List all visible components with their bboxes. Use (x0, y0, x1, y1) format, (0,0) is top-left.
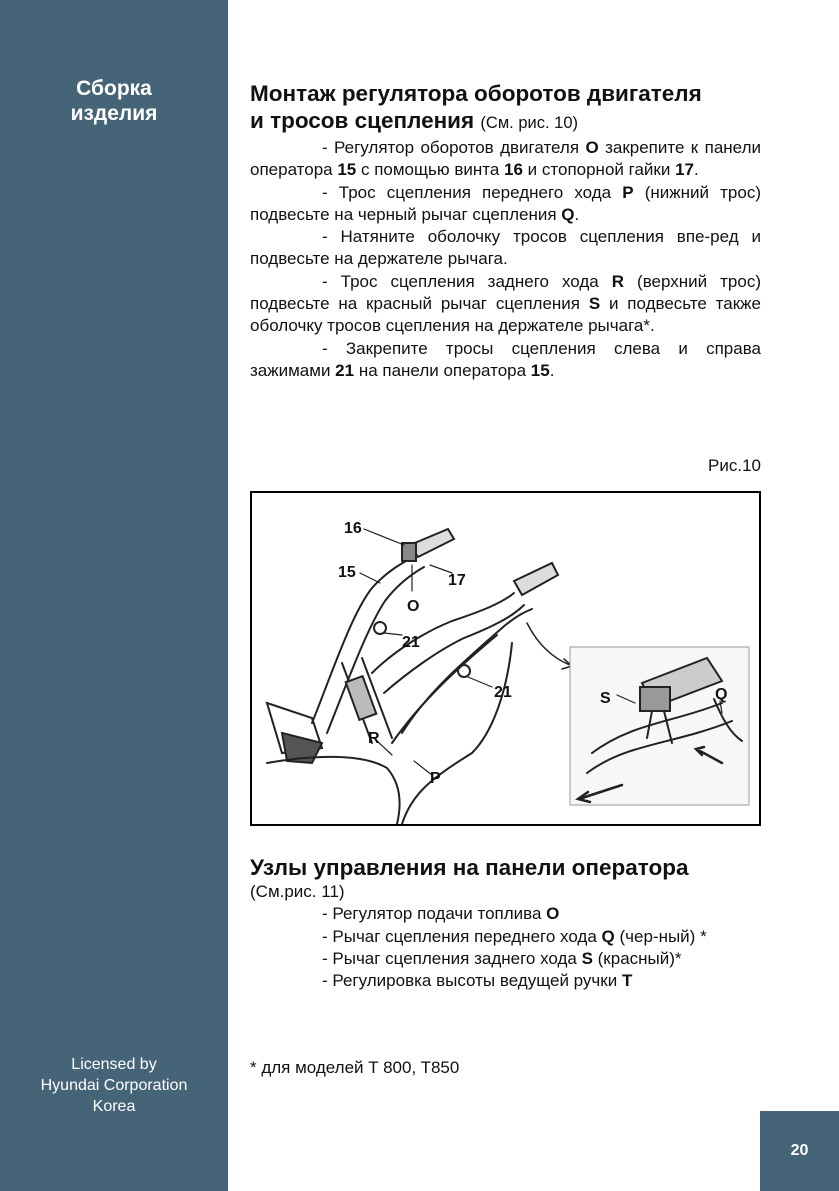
section-controls-heading: Узлы управления на панели оператора (250, 855, 689, 880)
label-R: R (368, 730, 380, 747)
heading-line2: и тросов сцепления (250, 108, 475, 133)
section-controls (250, 854, 761, 992)
paragraph-cable-sheath: - Натяните оболочку тросов сцепления впе-ред и подвесьте на держателе рычага. (250, 227, 761, 269)
section-title-line2: изделия (70, 102, 158, 125)
figure-10-drawing (252, 493, 759, 824)
license-line1: Licensed by (71, 1056, 157, 1073)
label-Q: Q (715, 686, 728, 703)
section-controls-ref: (См.рис. 11) (250, 882, 345, 901)
paragraph-engine-regulator: - Регулятор оборотов двигателя O закрепите к панели оператора 15 с помощью винта 16 и стопорной гайки 17. (250, 138, 761, 180)
page-number: 20 (760, 1111, 839, 1191)
label-21b: 21 (494, 684, 512, 701)
item-fuel-regulator: - Регулятор подачи топлива O (322, 904, 560, 924)
section-title (0, 76, 228, 126)
item-forward-lever: - Рычаг сцепления переднего хода Q (чер-ный) * (322, 926, 707, 946)
license-line3: Korea (92, 1098, 136, 1115)
footnote: * для моделей T 800, T850 (250, 1058, 460, 1077)
label-P: P (430, 770, 441, 787)
paragraph-reverse-cable: - Трос сцепления заднего хода R (верхний трос) подвесьте на красный рычаг сцепления S и подвесьте также оболочку тросов сцепления на держателе рычага*. (250, 271, 761, 336)
label-17: 17 (448, 572, 466, 589)
sidebar (0, 0, 228, 1191)
license-line2: Hyundai Corporation (40, 1077, 188, 1094)
item-reverse-lever: - Рычаг сцепления заднего хода S (красный)* (322, 948, 682, 968)
label-21a: 21 (402, 634, 420, 651)
heading-ref: (См. рис. 10) (480, 114, 579, 132)
label-15: 15 (338, 564, 356, 581)
paragraph-forward-cable: - Трос сцепления переднего хода P (нижний трос) подвесьте на черный рычаг сцепления Q. (250, 182, 761, 224)
label-16: 16 (344, 520, 362, 537)
heading-line1: Монтаж регулятора оборотов двигателя (250, 81, 702, 106)
figure-10 (250, 491, 761, 826)
section-mounting (250, 80, 761, 382)
label-S: S (600, 690, 611, 707)
paragraph-clamps: - Закрепите тросы сцепления слева и справа зажимами 21 на панели оператора 15. (250, 338, 761, 380)
section-mounting-heading (250, 80, 761, 137)
item-handle-height: - Регулировка высоты ведущей ручки T (322, 971, 633, 991)
label-O: O (407, 598, 420, 615)
license-text (0, 1054, 228, 1117)
section-title-line1: Сборка (76, 77, 152, 100)
figure-caption: Рис.10 (708, 456, 761, 475)
